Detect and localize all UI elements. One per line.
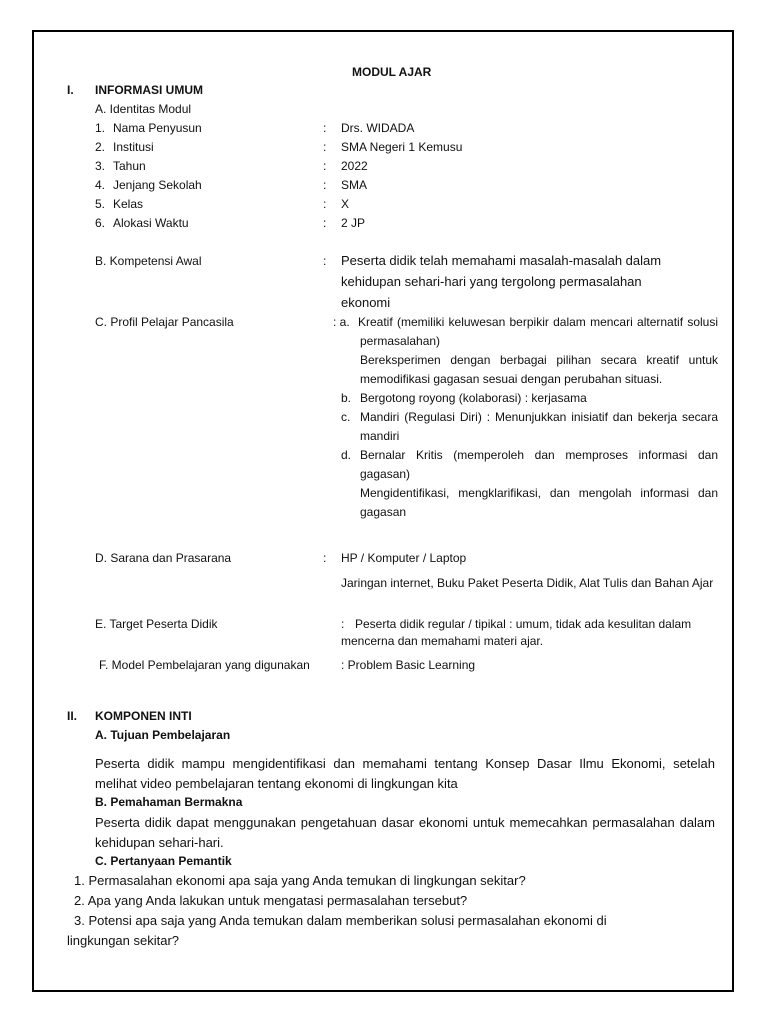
profil-item-c-marker: c. bbox=[341, 410, 351, 424]
kompetensi-awal-colon: : bbox=[323, 254, 327, 268]
pertanyaan-item-3-cont: lingkungan sekitar? bbox=[67, 933, 180, 948]
identity-label: Nama Penyusun bbox=[113, 121, 202, 135]
identity-value: SMA bbox=[341, 178, 368, 192]
identity-colon: : bbox=[323, 121, 327, 135]
profil-item-b-text: Bergotong royong (kolaborasi) : kerjasama bbox=[360, 391, 587, 405]
document-title: MODUL AJAR bbox=[352, 65, 432, 79]
identity-colon: : bbox=[323, 216, 327, 230]
profil-item-d-text2: Mengidentifikasi, mengklarifikasi, dan mengolah informasi dan gagasan bbox=[360, 486, 718, 519]
identity-colon: : bbox=[323, 178, 327, 192]
target-text: Peserta didik regular / tipikal : umum, tidak ada kesulitan dalam mencerna dan memahami materi ajar. bbox=[341, 617, 692, 648]
model-value: : Problem Basic Learning bbox=[341, 658, 476, 672]
identity-value: 2 JP bbox=[341, 216, 366, 230]
profil-item-d-text: Bernalar Kritis (memperoleh dan memproses informasi dan gagasan) bbox=[360, 448, 718, 481]
pertanyaan-item-1: 1. Permasalahan ekonomi apa saja yang Anda temukan di lingkungan sekitar? bbox=[74, 873, 526, 888]
section-heading-informasi-umum: INFORMASI UMUM bbox=[95, 83, 203, 97]
sarana-line2: Jaringan internet, Buku Paket Peserta Didik, Alat Tulis dan Bahan Ajar bbox=[341, 576, 714, 590]
identity-label: Institusi bbox=[113, 140, 154, 154]
pemahaman-label: B. Pemahaman Bermakna bbox=[95, 795, 243, 809]
section-heading-komponen-inti: KOMPONEN INTI bbox=[95, 709, 192, 723]
identity-value: 2022 bbox=[341, 159, 368, 173]
identity-num: 5. bbox=[95, 197, 106, 211]
profil-item-d-marker: d. bbox=[341, 448, 352, 462]
identity-colon: : bbox=[323, 140, 327, 154]
identity-label: Tahun bbox=[113, 159, 146, 173]
identity-label: Jenjang Sekolah bbox=[113, 178, 202, 192]
pertanyaan-item-2: 2. Apa yang Anda lakukan untuk mengatasi permasalahan tersebut? bbox=[74, 893, 468, 908]
profil-pancasila-label: C. Profil Pelajar Pancasila bbox=[95, 315, 234, 329]
identity-num: 1. bbox=[95, 121, 106, 135]
identity-label: Kelas bbox=[113, 197, 144, 211]
section-number-2: II. bbox=[67, 709, 78, 723]
profil-item-a-text: Kreatif (memiliki keluwesan berpikir dalam mencari alternatif solusi permasalahan) bbox=[358, 315, 718, 348]
target-label: E. Target Peserta Didik bbox=[95, 617, 218, 631]
pertanyaan-item-3: 3. Potensi apa saja yang Anda temukan dalam memberikan solusi permasalahan ekonomi di bbox=[74, 913, 607, 928]
identity-num: 3. bbox=[95, 159, 106, 173]
profil-item-a-text2: Bereksperimen dengan berbagai pilihan secara kreatif untuk memodifikasi gagasan sesuai dengan perubahan situasi. bbox=[360, 353, 718, 386]
target-colon: : bbox=[341, 617, 345, 631]
sarana-label: D. Sarana dan Prasarana bbox=[95, 551, 232, 565]
kompetensi-awal-label: B. Kompetensi Awal bbox=[95, 254, 202, 268]
kompetensi-awal-line: Peserta didik telah memahami masalah-masalah dalam bbox=[341, 253, 662, 268]
kompetensi-awal-line: kehidupan sehari-hari yang tergolong permasalahan bbox=[341, 274, 642, 289]
model-label: F. Model Pembelajaran yang digunakan bbox=[99, 658, 310, 672]
subheading-identitas-modul: A. Identitas Modul bbox=[95, 102, 192, 116]
pertanyaan-label: C. Pertanyaan Pemantik bbox=[95, 854, 232, 868]
profil-item-c-text: Mandiri (Regulasi Diri) : Menunjukkan inisiatif dan bekerja secara mandiri bbox=[360, 410, 718, 443]
identity-value: X bbox=[341, 197, 350, 211]
tujuan-text: Peserta didik mampu mengidentifikasi dan memahami tentang Konsep Dasar Ilmu Ekonomi, setelah melihat video pembelajaran tentang ekonomi di lingkungan kita bbox=[95, 756, 715, 791]
kompetensi-awal-line: ekonomi bbox=[341, 295, 391, 310]
identity-num: 4. bbox=[95, 178, 106, 192]
identity-colon: : bbox=[323, 159, 327, 173]
identity-value: SMA Negeri 1 Kemusu bbox=[341, 140, 463, 154]
profil-item-b-marker: b. bbox=[341, 391, 352, 405]
sarana-line1: HP / Komputer / Laptop bbox=[341, 551, 467, 565]
profil-item-a-marker: : a. bbox=[333, 315, 350, 329]
tujuan-label: A. Tujuan Pembelajaran bbox=[95, 728, 231, 742]
section-number-1: I. bbox=[67, 83, 74, 97]
identity-num: 2. bbox=[95, 140, 106, 154]
sarana-colon: : bbox=[323, 551, 327, 565]
identity-value: Drs. WIDADA bbox=[341, 121, 415, 135]
identity-num: 6. bbox=[95, 216, 106, 230]
identity-colon: : bbox=[323, 197, 327, 211]
identity-label: Alokasi Waktu bbox=[113, 216, 189, 230]
pemahaman-text: Peserta didik dapat menggunakan pengetahuan dasar ekonomi untuk memecahkan permasalahan dalam kehidupan sehari-hari. bbox=[95, 815, 715, 850]
